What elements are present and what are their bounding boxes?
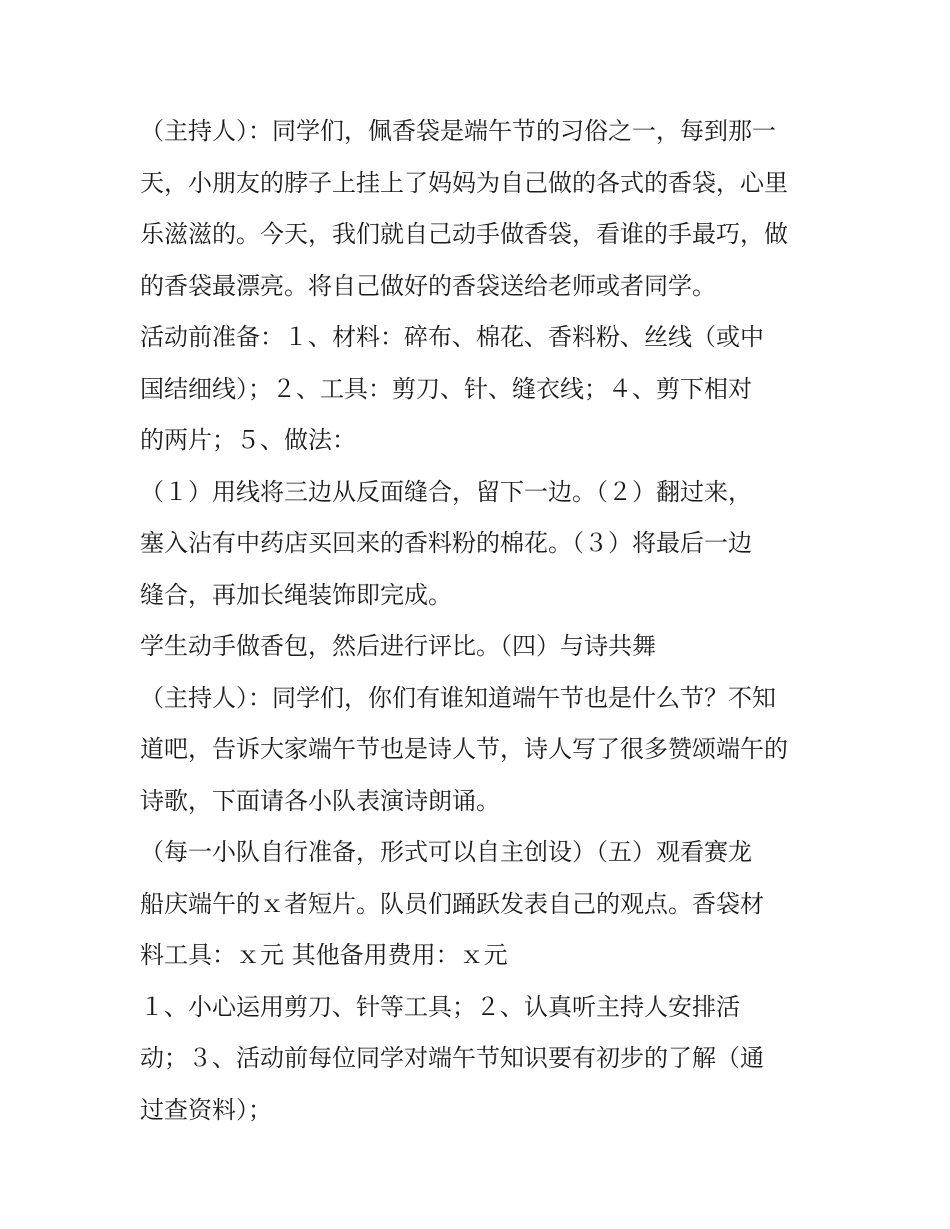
- text-line-7: 的两片；５、做法：: [140, 426, 356, 454]
- text-line-10: 缝合，再加长绳装饰即完成。: [140, 580, 452, 609]
- text-line-19: 动；３、活动前每位同学对端午节知识要有初步的了解（通: [140, 1044, 764, 1072]
- document-body: [140, 106, 830, 1136]
- text-line-6: 国结细线）；２、工具：剪刀、针、缝衣线；４、剪下相对: [140, 374, 752, 403]
- text-line-5: 活动前准备：１、材料：碎布、棉花、香料粉、丝线（或中: [140, 323, 764, 351]
- text-line-2: 天，小朋友的脖子上挂上了妈妈为自己做的各式的香袋，心里: [140, 168, 788, 197]
- text-line-11: 学生动手做香包，然后进行评比。（四）与诗共舞: [140, 632, 656, 660]
- text-line-8: （１）用线将三边从反面缝合，留下一边。（２）翻过来，: [140, 477, 752, 506]
- text-line-20: 过查资料）；: [140, 1095, 272, 1124]
- text-line-15: （每一小队自行准备，形式可以自主创设）（五）观看赛龙: [140, 838, 752, 866]
- text-line-4: 的香袋最漂亮。将自己做好的香袋送给老师或者同学。: [140, 271, 716, 300]
- text-line-13: 道吧，告诉大家端午节也是诗人节，诗人写了很多赞颂端午的: [140, 735, 788, 763]
- text-line-18: １、小心运用剪刀、针等工具；２、认真听主持人安排活: [140, 992, 740, 1021]
- text-line-9: 塞入沾有中药店买回来的香料粉的棉花。（３）将最后一边: [140, 529, 752, 557]
- text-line-16: 船庆端午的ｘ者短片。队员们踊跃发表自己的观点。香袋材: [140, 889, 764, 918]
- text-line-14: 诗歌，下面请各小队表演诗朗诵。: [140, 786, 500, 815]
- text-line-3: 乐滋滋的。今天，我们就自己动手做香袋，看谁的手最巧，做: [140, 220, 788, 248]
- text-line-12: （主持人）：同学们，你们有谁知道端午节也是什么节？不知: [140, 683, 776, 712]
- text-line-17: 料工具：ｘ元 其他备用费用：ｘ元: [140, 941, 508, 969]
- text-line-1: （主持人）：同学们，佩香袋是端午节的习俗之一，每到那一: [140, 117, 776, 145]
